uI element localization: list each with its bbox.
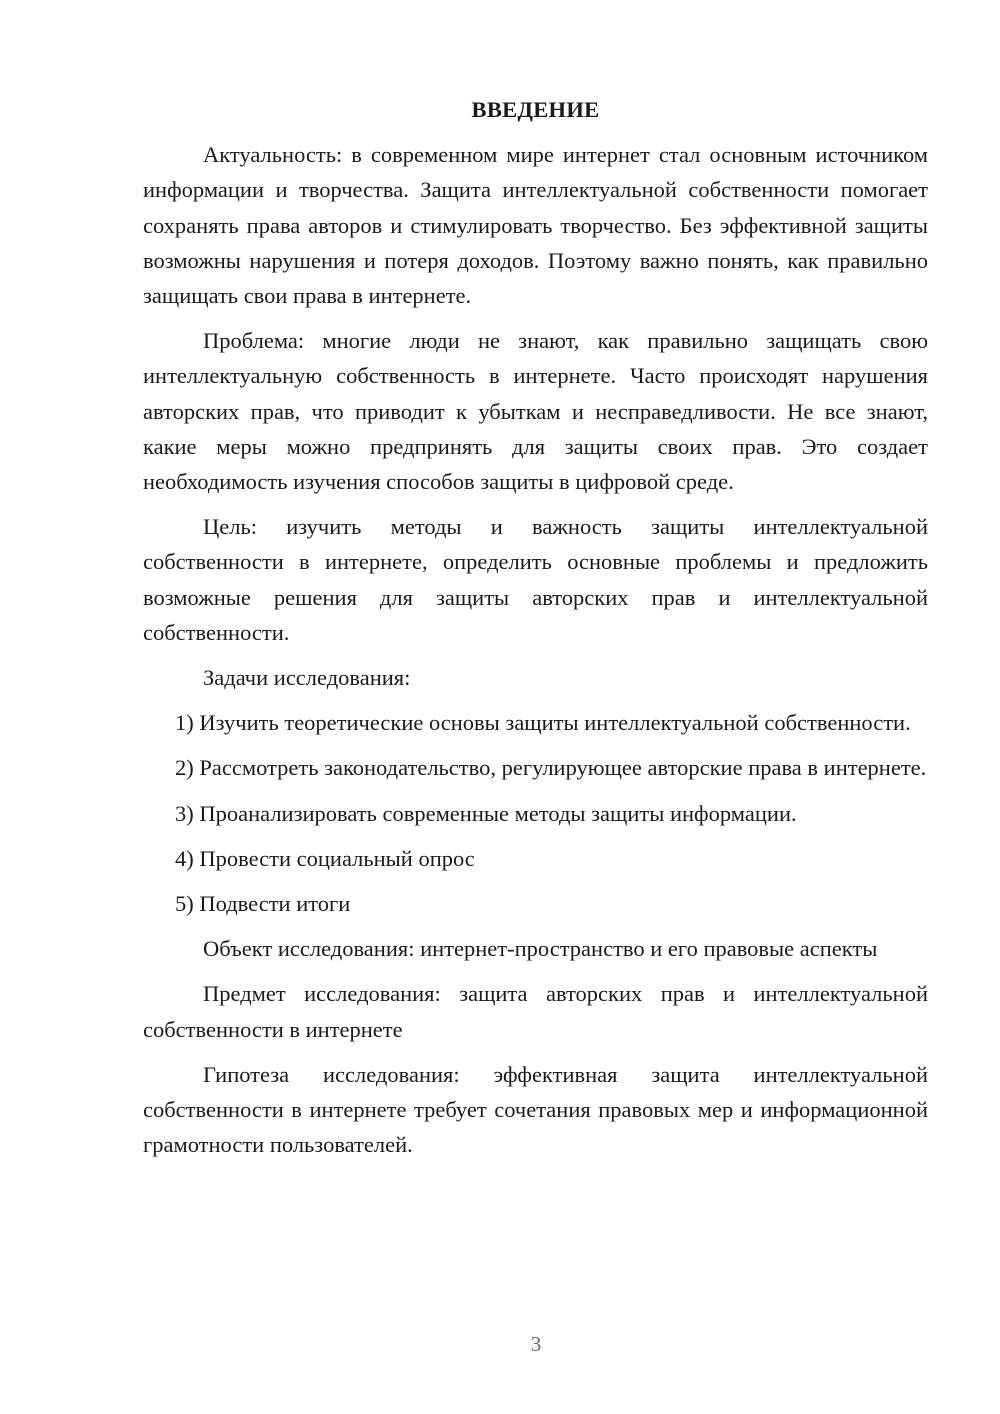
task-item-3: 3) Проанализировать современные методы защиты информации. [175, 800, 797, 826]
paragraph-hypothesis: Гипотеза исследования: эффективная защита интеллектуальной собственности в интернете требует сочетания правовых мер и информационной грамотности пользователей. [143, 1061, 928, 1158]
task-item-1: 1) Изучить теоретические основы защиты интеллектуальной собственности. [175, 710, 911, 736]
task-item-4: 4) Провести социальный опрос [175, 845, 475, 871]
paragraph-problem: Проблема: многие люди не знают, как правильно защищать свою интеллектуальную собственность в интернете. Часто происходят нарушения авторских прав, что приводит к убыткам и несправедливости. Не все знают, какие меры можно предпринять для защиты своих прав. Это создает необходимость изучения способов защиты в цифровой среде. [143, 328, 928, 495]
page-content [143, 92, 928, 1172]
tasks-heading: Задачи исследования: [203, 665, 411, 691]
paragraph-subject: Предмет исследования: защита авторских прав и интеллектуальной собственности в интернете [143, 981, 928, 1042]
page-title: ВВЕДЕНИЕ [471, 97, 600, 122]
task-item-2: 2) Рассмотреть законодательство, регулирующее авторские права в интернете. [175, 755, 927, 781]
task-item-5: 5) Подвести итоги [175, 891, 351, 917]
paragraph-object: Объект исследования: интернет-пространство и его правовые аспекты [203, 936, 878, 962]
paragraph-relevance: Актуальность: в современном мире интернет стал основным источником информации и творчества. Защита интеллектуальной собственности помогает сохранять права авторов и стимулировать творчество. Без эффективной защиты возможны нарушения и потеря доходов. Поэтому важно понять, как правильно защищать свои права в интернете. [143, 142, 928, 309]
paragraph-goal: Цель: изучить методы и важность защиты интеллектуальной собственности в интернете, определить основные проблемы и предложить возможные решения для защиты авторских прав и интеллектуальной собственности. [143, 514, 928, 645]
page-number: 3 [530, 1332, 542, 1356]
